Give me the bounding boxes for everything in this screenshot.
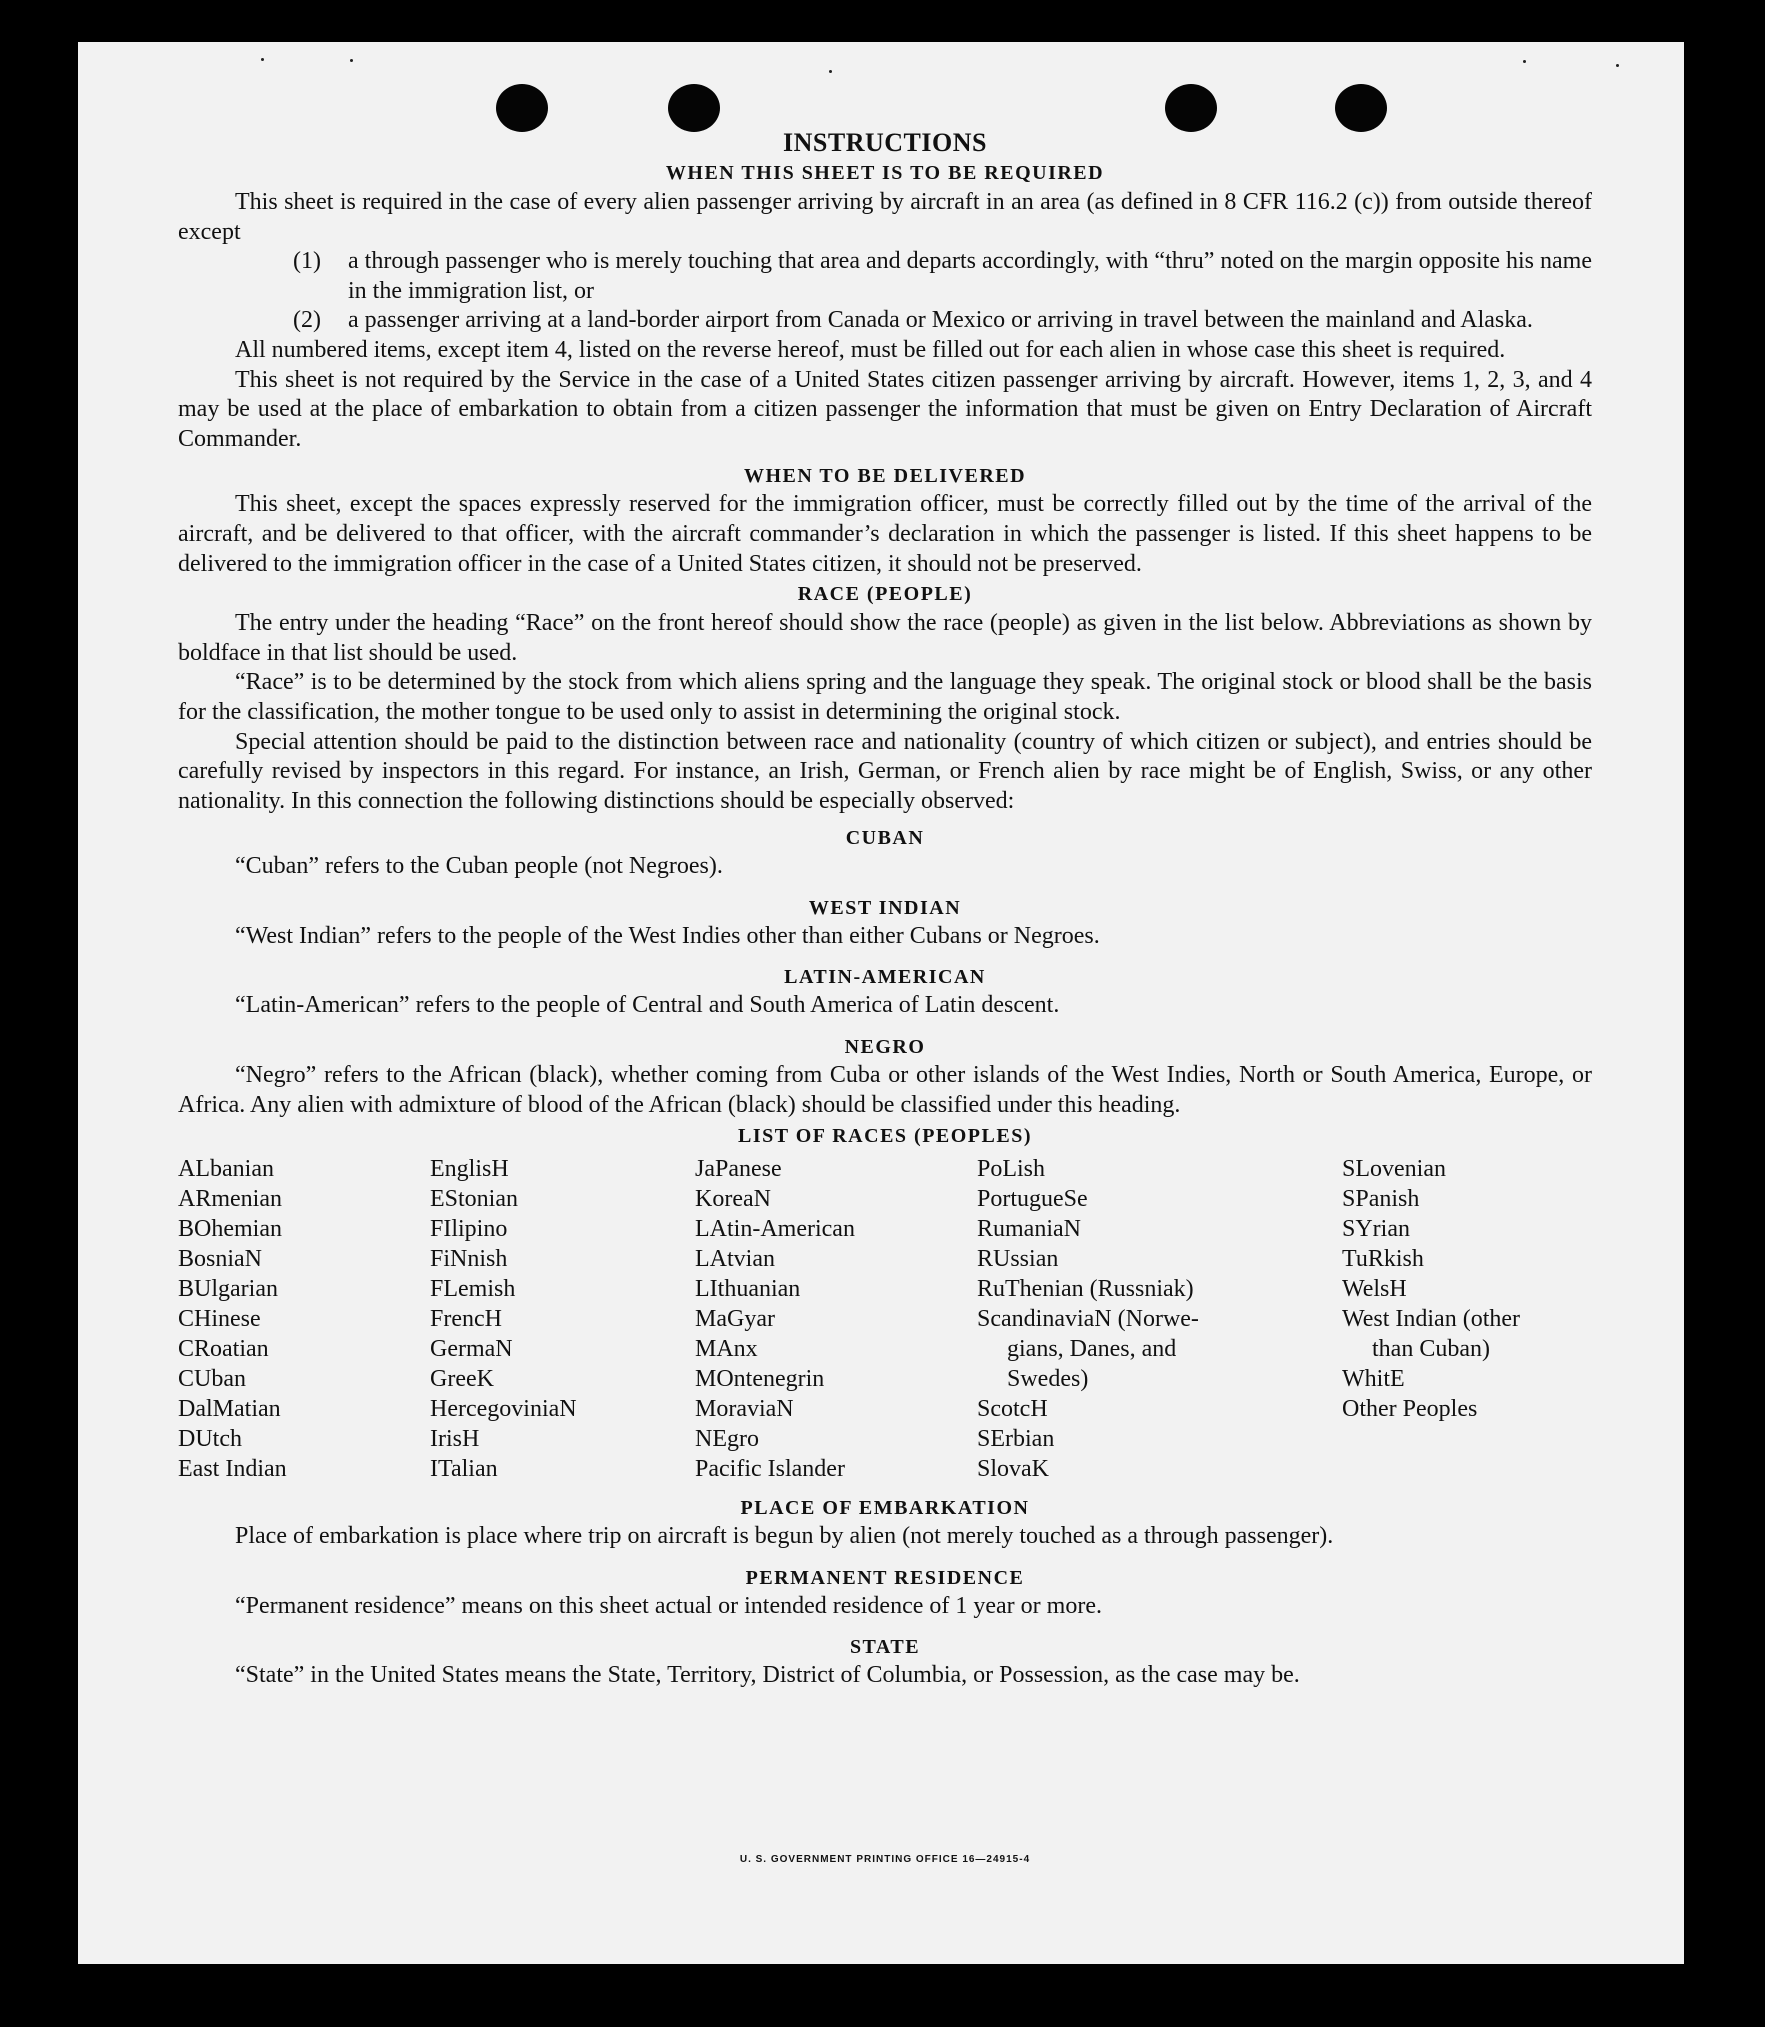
race-item: NEgro [695,1426,759,1453]
race-item: SPanish [1342,1186,1420,1213]
race-item: BUlgarian [178,1276,278,1303]
race-item: SErbian [977,1426,1055,1453]
race-item: ARmenian [178,1186,282,1213]
state-text: “State” in the United States means the State, Territory, District of Columbia, or Possession, as the case may be. [235,1662,1300,1689]
race-item: LIthuanian [695,1276,801,1303]
race-item: MAnx [695,1336,758,1363]
race-item: PoLish [977,1156,1046,1183]
heading-list-of-races: LIST OF RACES (PEOPLES) [737,1125,1032,1148]
race-item: MoraviaN [695,1396,794,1423]
heading-permanent-residence: PERMANENT RESIDENCE [745,1566,1025,1589]
heading-when-required: WHEN THIS SHEET IS TO BE REQUIRED [665,162,1105,184]
race-item: Swedes) [1007,1366,1089,1393]
race-item: Other Peoples [1342,1396,1478,1423]
race-item: TuRkish [1342,1246,1424,1273]
item-text: a through passenger who is merely touching that area and departs accordingly, with “thru” noted on the margin opposite his name in the immigration list, or [348,248,1592,304]
latin-american-text: “Latin-American” refers to the people of Central and South America of Latin descent. [235,992,1060,1019]
punch-hole [668,84,720,132]
heading-negro: NEGRO [844,1036,926,1059]
when-required-intro: This sheet is required in the case of every alien passenger arriving by aircraft in an area (as defined in 8 CFR 116.2 (c)) from outside thereof except [178,189,1592,245]
race-para1: The entry under the heading “Race” on the front hereof should show the race (people) as given in the list below. Abbreviations as shown by boldface in that list should be used. [178,610,1592,666]
race-item: IrisH [430,1426,480,1453]
race-item: gians, Danes, and [1007,1336,1177,1363]
west-indian-text: “West Indian” refers to the people of the West Indies other than either Cubans or Negroes. [235,922,1100,949]
race-para3: Special attention should be paid to the distinction between race and nationality (country of which citizen or subject), and entries should be carefully revised by inspectors in this regard. For instance, an Irish, German, or French alien by race might be of English, Swiss, or any other nationality. In this connection the following distinctions should be especially observed: [178,728,1592,814]
races-column [977,1154,1199,1484]
race-item: DalMatian [178,1396,281,1423]
race-item: West Indian (other [1342,1306,1521,1333]
race-item: SYrian [1342,1216,1410,1243]
race-item: FiNnish [430,1246,508,1273]
cuban-text: “Cuban” refers to the Cuban people (not Negroes). [235,853,723,880]
race-item: LAtvian [695,1246,775,1273]
race-item: MaGyar [695,1306,775,1333]
race-item: WelsH [1342,1276,1407,1303]
heading-latin-american: LATIN-AMERICAN [784,966,986,989]
races-column [695,1154,855,1484]
race-item: SlovaK [977,1456,1049,1483]
race-item: HercegoviniaN [430,1396,577,1423]
race-item: ALbanian [178,1156,274,1183]
when-delivered-text: This sheet, except the spaces expressly reserved for the immigration officer, must be correctly filled out by the time of the arrival of the aircraft, and be delivered to that officer, with the aircraft commander’s declaration in which the passenger is listed. If this sheet happens to be delivered to the immigration officer in the case of a United States citizen, it should not be preserved. [178,491,1592,577]
permanent-residence-text: “Permanent residence” means on this sheet actual or intended residence of 1 year or more. [235,1592,1102,1619]
negro-text: “Negro” refers to the African (black), whether coming from Cuba or other islands of the West Indies, North or South America, Europe, or Africa. Any alien with admixture of blood of the African (black) should be classified under this heading. [178,1062,1592,1118]
heading-state: STATE [849,1636,921,1659]
race-item: ScotcH [977,1396,1048,1423]
punch-hole [496,84,548,132]
races-column [178,1154,287,1484]
speck [1523,60,1526,63]
race-item: than Cuban) [1372,1336,1490,1363]
punch-hole [1335,84,1387,132]
race-item: PortugueSe [977,1186,1088,1213]
speck [261,58,264,61]
speck [1616,64,1619,67]
race-item: JaPanese [695,1156,782,1183]
race-item: BOhemian [178,1216,282,1243]
when-required-para3: This sheet is not required by the Service in the case of a United States citizen passenger arriving by aircraft. However, items 1, 2, 3, and 4 may be used at the place of embarkation to obtain from a citizen passenger the information that must be given on Entry Declaration of Aircraft Commander. [178,366,1592,452]
item-number: (2) [293,307,321,334]
heading-cuban: CUBAN [845,827,925,850]
race-item: RuThenian (Russniak) [977,1276,1194,1303]
punch-hole [1165,84,1217,132]
race-item: RUssian [977,1246,1059,1273]
race-item: Pacific Islander [695,1456,845,1483]
item-text: a passenger arriving at a land-border airport from Canada or Mexico or arriving in travel between the mainland and Alaska. [348,307,1533,334]
speck [350,59,353,62]
race-item: FIlipino [430,1216,508,1243]
races-list [178,1154,1592,1494]
race-item: RumaniaN [977,1216,1081,1243]
race-item: East Indian [178,1456,287,1483]
race-item: CRoatian [178,1336,269,1363]
race-item: ITalian [430,1456,498,1483]
race-item: EnglisH [430,1156,509,1183]
race-item: SLovenian [1342,1156,1446,1183]
item-number: (1) [293,248,321,275]
race-item: WhitE [1342,1366,1405,1393]
race-item: DUtch [178,1426,242,1453]
heading-when-delivered: WHEN TO BE DELIVERED [743,465,1027,488]
races-column [430,1154,577,1484]
printing-office-footer: U. S. GOVERNMENT PRINTING OFFICE 16—24915-4 [739,1854,1031,1865]
heading-place-of-embarkation: PLACE OF EMBARKATION [740,1497,1030,1520]
race-item: CUban [178,1366,246,1393]
race-item: MOntenegrin [695,1366,825,1393]
race-item: CHinese [178,1306,261,1333]
place-of-embarkation-text: Place of embarkation is place where trip on aircraft is begun by alien (not merely touched as a through passenger). [235,1523,1334,1550]
speck [829,70,832,73]
exception-item [178,306,1592,336]
race-item: ScandinaviaN (Norwe- [977,1306,1199,1333]
exception-item [178,247,1592,306]
document-sheet [78,42,1684,1964]
race-para2: “Race” is to be determined by the stock from which aliens spring and the language they speak. The original stock or blood shall be the basis for the classification, the mother tongue to be used only to assist in determining the original stock. [178,669,1592,725]
race-item: GermaN [430,1336,513,1363]
instructions-content [178,128,1592,1691]
race-item: LAtin-American [695,1216,855,1243]
page-title: INSTRUCTIONS [783,128,987,157]
race-item: EStonian [430,1186,518,1213]
race-item: FrencH [430,1306,502,1333]
heading-race: RACE (PEOPLE) [797,583,973,606]
race-item: KoreaN [695,1186,771,1213]
races-column [1342,1154,1520,1424]
when-required-para2: All numbered items, except item 4, listed on the reverse hereof, must be filled out for each alien in whose case this sheet is required. [235,336,1506,363]
race-item: BosniaN [178,1246,262,1273]
heading-west-indian: WEST INDIAN [808,896,962,919]
race-item: FLemish [430,1276,516,1303]
race-item: GreeK [430,1366,494,1393]
